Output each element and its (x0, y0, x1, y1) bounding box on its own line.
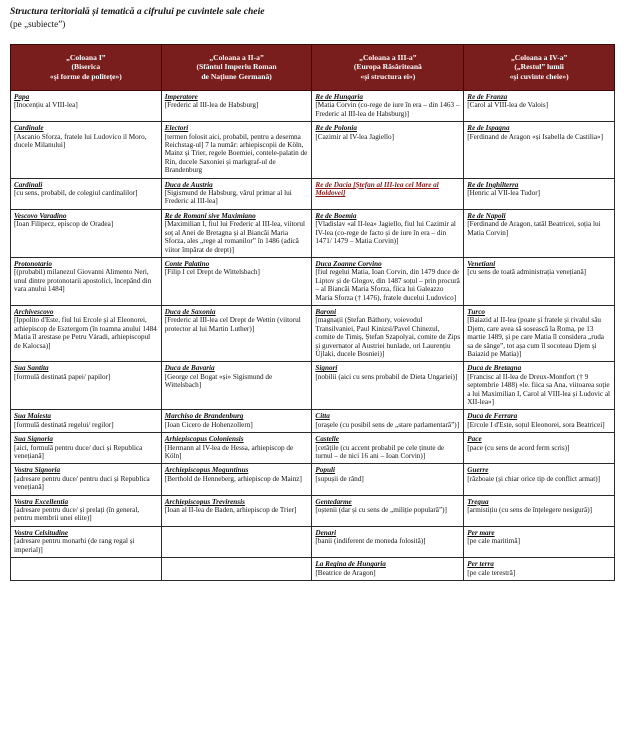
cipher-description: [nobilii (aici cu sens probabil de Dieta Ungariei)] (315, 372, 458, 381)
table-cell (464, 464, 615, 495)
table-cell (161, 495, 312, 526)
cipher-term: Cardinale (14, 124, 44, 133)
cipher-term: Vescovo Varadino (14, 211, 67, 220)
cipher-term: Archivescovo (14, 307, 54, 316)
cipher-description: [Frederic al III-lea cel Drept de Wettin (viitorul protector al lui Martin Luther)] (164, 316, 301, 333)
cipher-term: Sua Signoria (14, 435, 53, 444)
cipher-description: [Inocențiu al VIII-lea] (14, 101, 78, 110)
table-cell (312, 410, 464, 433)
table-cell (464, 433, 615, 464)
cipher-term: Guerre (467, 466, 489, 475)
cipher-term: La Regina de Hungaria (315, 560, 386, 569)
cipher-term: Protonotario (14, 259, 52, 268)
cipher-description: [pace (cu sens de acord ferm scris)] (467, 443, 570, 452)
cipher-description: [oștenii (dar și cu sens de „miliție populară”)] (315, 506, 447, 515)
table-cell (312, 362, 464, 410)
cipher-description: [Ferdinand de Aragon «și Isabella de Castilia»] (467, 132, 604, 141)
table-cell (161, 91, 312, 122)
table-cell (11, 433, 162, 464)
table-cell (464, 178, 615, 209)
cipher-description: [orașele (cu posibil sens de „stare parlamentară”)] (315, 420, 460, 429)
cipher-description: [formulă destinată papei/ papilor] (14, 372, 111, 381)
cipher-description: [cu sens de toată administrația venețiană] (467, 268, 587, 277)
cipher-description: [Vladislav «al II-lea» Jagiello, fiul lui Cazimir al IV-lea (co-rege de facto și de iure în era – din 1471/ 1479 – Matia Corvin)] (315, 220, 456, 246)
cipher-description: [Ioan Filipecz, episcop de Oradea] (14, 220, 114, 229)
cipher-description: [formulă destinată regelui/ regilor] (14, 420, 114, 429)
cipher-term: Populi (315, 466, 335, 475)
column-header: „Coloana a II-a” (Sfântul Imperiu Roman de Națiune Germană) (161, 45, 312, 91)
cipher-term: Archiepiscopus Trevirensis (164, 497, 245, 506)
cipher-term: Tregua (467, 497, 489, 506)
cipher-term: Vostra Excellentia (14, 497, 69, 506)
table-cell (11, 122, 162, 178)
cipher-description: [Carol al VIII-lea de Valois] (467, 101, 549, 110)
table-cell (161, 122, 312, 178)
cipher-description: [Hermann al IV-lea de Hessa, arhiepiscop de Köln] (164, 443, 294, 461)
cipher-description: [Cazimir al IV-lea Jagiello] (315, 132, 394, 141)
cipher-term: Cardinali (14, 180, 43, 189)
cipher-description: [Francisc al II-lea de Dreux-Montfort († 9 septembrie 1488) «le. fiica sa Ana, viitoarea soție a lui Maximilian I, Carol al VIII-lea și Ludovic al XII-lea»] (467, 372, 611, 406)
cipher-term: Pace (467, 435, 482, 444)
cipher-description: [cu sens, probabil, de colegiul cardinalilor] (14, 189, 138, 198)
cipher-description: [Baiazid al II-lea (poate și fratele și rivalul său Djem, care avea să sosească la Roma, pe 13 martie 1489, și pe care Matia îl considera „ruda sa de sânge”, tot așa cum îl socoteau Djem și Baiazid pe Matia)] (467, 316, 604, 358)
cipher-term: Arhiepiscopus Coloniensis (164, 435, 244, 444)
table-cell (312, 91, 464, 122)
table-cell (312, 209, 464, 257)
cipher-description: [Frederic al III-lea de Habsburg] (164, 101, 259, 110)
cipher-term: Duca de Ferrara (467, 412, 518, 421)
table-cell (312, 558, 464, 581)
cipher-term: Re de Napoli (467, 211, 506, 220)
cipher-description: [aici, formulă pentru duce/ duci și Republica venețiană] (14, 443, 143, 461)
table-cell (11, 209, 162, 257)
cipher-term: Sua Santita (14, 364, 49, 373)
cipher-description: [Sigismund de Habsburg, vărul primar al lui Frederic al III-lea] (164, 189, 292, 206)
table-cell (464, 209, 615, 257)
table-cell (464, 495, 615, 526)
cipher-term: Duca de Austria (164, 180, 213, 189)
column-header: „Coloana I” (Biserica «și forme de politețe») (11, 45, 162, 91)
page-subtitle: (pe „subiecte”) (10, 19, 66, 29)
cipher-term: Castelle (315, 435, 339, 444)
cipher-term: Citta (315, 412, 330, 421)
column-header: „Coloana a III-a” (Europa Răsăriteană «și structura ei») (312, 45, 464, 91)
cipher-term: Marchiso de Brandenburg (164, 412, 244, 421)
cipher-term: Re de Boemia (315, 211, 357, 220)
cipher-term: Conte Palatino (164, 259, 210, 268)
table-cell (161, 257, 312, 305)
table-cell (312, 257, 464, 305)
table-cell (11, 495, 162, 526)
table-cell (464, 305, 615, 361)
cipher-description: [Filip I cel Drept de Wittelsbach] (164, 268, 260, 277)
cipher-description: [Maximilian I, fiul lui Frederic al III-lea, viitorul soț al Anei de Bretagna și al Biancăi Maria Sforza, ales „rege al romanilor” în 1486 (adică viitor împărat de drept)] (164, 220, 306, 254)
table-cell (312, 305, 464, 361)
cipher-term: Duca de Bavaria (164, 364, 215, 373)
table-cell (464, 410, 615, 433)
cipher-description: [fiul regelui Matia, Ioan Corvin, din 1479 duce de Liptov și de Glogov, din 1487 soțul – prin procură – al Biancăi Maria Sforza, fiica lui Galeazzo Maria Sforza († 1476), fratele ducelui Ludovico] (315, 268, 460, 302)
table-row (11, 464, 615, 495)
table-row (11, 433, 615, 464)
table-cell (161, 362, 312, 410)
cipher-term: Venetiani (467, 259, 496, 268)
cipher-term: Duca Zoanne Corvino (315, 259, 382, 268)
cipher-description: [magnații (Ștefan Báthory, voievodul Transilvaniei, Paul Kinizsi/Pavel Chinezul, comite de Timiș, Ștefan Szapolyai, comite de Zips și guvernator al Austriei hunlade, ori Laurențiu Újlaki, ducele Bosniei)] (315, 316, 461, 358)
table-cell (161, 464, 312, 495)
table-cell (11, 362, 162, 410)
cipher-term: Re de Franza (467, 93, 508, 101)
cipher-description: [Berthold de Henneberg, arhiepiscop de Mainz] (164, 474, 302, 483)
cipher-description: [adresare pentru duce/ și prelați (în general, pentru membrii unei elite)] (14, 506, 140, 523)
cipher-description: [Ascanio Sforza, fratele lui Ludovico il Moro, ducele Milanului] (14, 132, 147, 150)
table-row (11, 257, 615, 305)
table-cell (11, 558, 162, 581)
cipher-description: [Ippolito d'Este, fiul lui Ercole și al Eleonorei, arhiepiscop de Esztergom (în toamna anului 1484 Matia îl arestase pe Petru Váradi, arhiepiscopul de Kalocsa)] (14, 316, 157, 350)
header-row (11, 45, 615, 91)
cipher-term: Re de Hungaria (315, 93, 363, 101)
cipher-description: [adresare pentru duce/ pentru duci și Republica venețiană] (14, 474, 150, 492)
table-row (11, 526, 615, 557)
table-cell (11, 526, 162, 557)
table-row (11, 91, 615, 122)
table-cell (312, 178, 464, 209)
cipher-description: [adresare pentru monarhi (de rang regal și imperial)] (14, 537, 135, 554)
table-cell (11, 91, 162, 122)
cipher-description: [Ioan Cicero de Hohenzollern] (164, 420, 253, 429)
cipher-description: [George cel Bogat «și» Sigismund de Wittelsbach] (164, 372, 273, 390)
table-cell (161, 526, 312, 557)
cipher-term: Re de Romani sive Maximiano (164, 211, 256, 220)
table-cell (312, 495, 464, 526)
cipher-description: [Beatrice de Aragon] (315, 568, 376, 577)
table-row (11, 495, 615, 526)
cipher-term: Papa (14, 93, 30, 101)
cipher-description: [cetățile (cu accent probabil pe cele ținute de turnul – de nici 16 ani – Ioan Corvin)] (315, 443, 445, 461)
cipher-description: [supușii de rând] (315, 474, 364, 483)
cipher-term: Duca de Saxonia (164, 307, 216, 316)
table-cell (161, 433, 312, 464)
cipher-term: Imperatore (164, 93, 198, 101)
table-cell (161, 305, 312, 361)
table-cell (11, 257, 162, 305)
cipher-term: Per mare (467, 528, 495, 537)
cipher-term: Signori (315, 364, 338, 373)
cipher-term: Vostra Signoria (14, 466, 61, 475)
cipher-term: Turco (467, 307, 485, 316)
table-cell (312, 526, 464, 557)
table-row (11, 122, 615, 178)
table-cell (464, 257, 615, 305)
cipher-term: Duca de Bretagna (467, 364, 522, 373)
cipher-description: [Ferdinand de Aragon, tatăl Beatricei, soția lui Matia Corvin] (467, 220, 601, 237)
cipher-description: [pe cale terestră] (467, 568, 516, 577)
cipher-term: Re de Ispagna (467, 124, 510, 133)
cipher-term: Re de Polonia (315, 124, 357, 133)
table-cell (464, 558, 615, 581)
column-header: „Coloana a IV-a” („Restul” lumii «și cuvinte cheie») (464, 45, 615, 91)
cipher-term: Denari (315, 528, 337, 537)
table-cell (464, 526, 615, 557)
table-cell (161, 410, 312, 433)
table-cell (11, 464, 162, 495)
table-row (11, 178, 615, 209)
cipher-description: [pe cale maritimă] (467, 537, 520, 546)
page-title: Structura teritorială și tematică a cifrului pe cuvintele sale cheie (10, 6, 265, 17)
cipher-description: [Ercole I d'Este, soțul Eleonorei, sora Beatricei] (467, 420, 605, 429)
table-row (11, 410, 615, 433)
table-cell (11, 178, 162, 209)
table-cell (312, 433, 464, 464)
cipher-description: [banii (indiferent de moneda folosită)] (315, 537, 426, 546)
table-row (11, 558, 615, 581)
table-cell (161, 209, 312, 257)
table-cell (312, 464, 464, 495)
cipher-description: [armistițiu (cu sens de înțelegere nesigură)] (467, 506, 593, 515)
cipher-term: Gentedarme (315, 497, 352, 506)
table-cell (464, 91, 615, 122)
table-body (11, 91, 615, 581)
table-cell (11, 410, 162, 433)
table-cell (161, 178, 312, 209)
cipher-description: [termen folosit aici, probabil, pentru a desemna Reichstag-ul] 7 la număr: arhiepiscopii de Köln, Mainz și Trier, regele Boemiei, contele-palatin de Rin, ducele Saxoniei și markgraf-ul de Brandenburg (164, 132, 308, 175)
cipher-term: Sua Maiesta (14, 412, 51, 421)
cipher-term: Re de Inghilterra (467, 180, 519, 189)
table-row (11, 362, 615, 410)
cipher-term: Electori (164, 124, 189, 133)
cipher-description: [(probabil) milanezul Giovanni Alimento Neri, unul dintre protonotarii apostolici, începând din vara anului 1484] (14, 268, 152, 294)
cipher-description: [războaie (și chiar orice tip de conflict armat)] (467, 474, 600, 483)
table-cell (11, 305, 162, 361)
table-cell (464, 122, 615, 178)
cipher-term: Archiepiscopus Moguntinus (164, 466, 249, 475)
table-cell (161, 558, 312, 581)
table-row (11, 209, 615, 257)
cipher-description: [Matia Corvin (co-rege de iure în era – din 1463 – Frederic al III-lea de Habsburg)] (315, 101, 460, 118)
cipher-table (10, 44, 615, 581)
cipher-description: [Henric al VII-lea Tudor] (467, 189, 541, 198)
table-row (11, 305, 615, 361)
cipher-description: [Ioan al II-lea de Baden, arhiepiscop de Trier] (164, 506, 297, 515)
cipher-term: Vostra Celsitudine (14, 528, 69, 537)
table-cell (464, 362, 615, 410)
cipher-term: Re de Dacia [Ștefan al III-lea cel Mare al Moldovei] (315, 180, 439, 198)
table-cell (312, 122, 464, 178)
cipher-term: Per terra (467, 560, 494, 569)
cipher-term: Baroni (315, 307, 337, 316)
